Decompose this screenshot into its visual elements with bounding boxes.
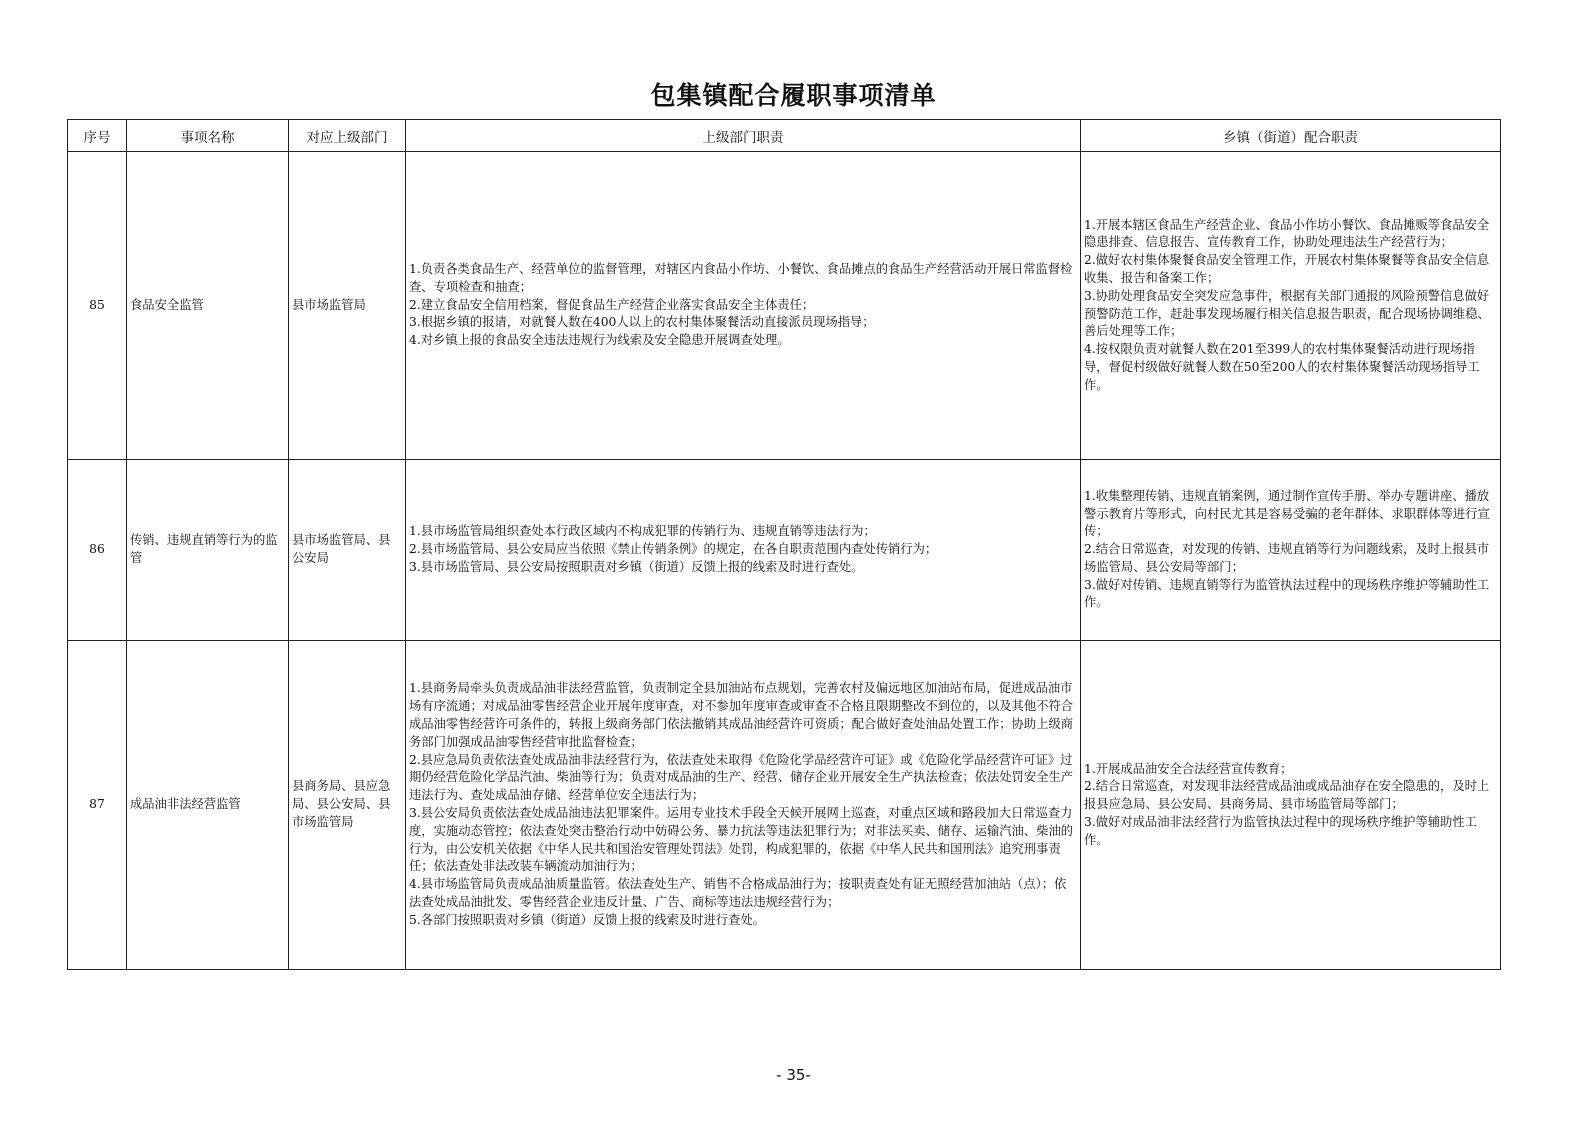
- row-superior-duties: 1.县商务局牵头负责成品油非法经营监管，负责制定全县加油站布点规划，完善农村及偏远地区加油站布局，促进成品油市场有序流通；对成品油零售经营企业开展年度审查，对不参加年度审查或审查不合格且限期整改不到位的，以及其他不符合成品油零售经营许可条件的，转报上级商务部门依法撤销其成品油经营许可资质；配合做好查处油品处置工作；协助上级商务部门加强成品油零售经营审批监督检查； 2.县应急局负责依法查处成品油非法经营行为，依法查处未取得《危险化学品经营许可证》或《危险化学品经营许可证》过期仍经营危险化学品汽油、柴油等行为；负责对成品油的生产、经营、储存企业开展安全生产执法检查；依法处罚安全生产违法行为、查处成品油存储、经营单位安全违法行为； 3.县公安局负责依法查处成品油违法犯罪案件。运用专业技术手段全天候开展网上巡查，对重点区域和路段加大日常巡查力度，实施动态管控；依法查处突击整治行动中妨碍公务、暴力抗法等违法犯罪行为；对非法买卖、储存、运输汽油、柴油的行为，由公安机关依据《中华人民共和国治安管理处罚法》处罚，构成犯罪的，依据《中华人民共和国刑法》追究刑事责任；依法查处非法改装车辆流动加油行为； 4.县市场监管局负责成品油质量监管。依法查处生产、销售不合格成品油行为；按职责查处有证无照经营加油站（点）；依法查处成品油批发、零售经营企业违反计量、广告、商标等违法违规经营行为； 5.各部门按照职责对乡镇（街道）反馈上报的线索及时进行查处。: [406, 641, 1081, 970]
- table-row: [68, 152, 1501, 460]
- row-township-duties: 1.收集整理传销、违规直销案例，通过制作宣传手册、举办专题讲座、播放警示教育片等形式，向村民尤其是容易受骗的老年群体、求职群体等进行宣传； 2.结合日常巡查，对发现的传销、违规直销等行为问题线索，及时上报县市场监管局、县公安局等部门； 3.做好对传销、违规直销等行为监管执法过程中的现场秩序维护等辅助性工作。: [1081, 460, 1501, 641]
- row-dept: 县市场监管局: [289, 152, 406, 460]
- page-title: 包集镇配合履职事项清单: [650, 81, 937, 110]
- duty-table: [67, 119, 1501, 970]
- header-seq: 序号: [68, 120, 127, 152]
- row-dept: 县商务局、县应急局、县公安局、县市场监管局: [289, 641, 406, 970]
- row-name: 成品油非法经营监管: [127, 641, 289, 970]
- row-seq: 85: [68, 152, 127, 460]
- row-seq: 86: [68, 460, 127, 641]
- row-name: 食品安全监管: [127, 152, 289, 460]
- row-name: 传销、违规直销等行为的监管: [127, 460, 289, 641]
- header-row: [68, 120, 1501, 152]
- row-township-duties: 1.开展本辖区食品生产经营企业、食品小作坊小餐饮、食品摊贩等食品安全隐患排查、信息报告、宣传教育工作，协助处理违法生产经营行为； 2.做好农村集体聚餐食品安全管理工作，开展农村集体聚餐等食品安全信息收集、报告和备案工作； 3.协助处理食品安全突发应急事件，根据有关部门通报的风险预警信息做好预警防范工作，赶赴事发现场履行相关信息报告职责，配合现场协调维稳、善后处理等工作； 4.按权限负责对就餐人数在201至399人的农村集体聚餐活动进行现场指导，督促村级做好就餐人数在50至200人的农村集体聚餐活动现场指导工作。: [1081, 152, 1501, 460]
- row-township-duties: 1.开展成品油安全合法经营宣传教育； 2.结合日常巡查，对发现非法经营成品油或成品油存在安全隐患的，及时上报县应急局、县公安局、县商务局、县市场监管局等部门； 3.做好对成品油非法经营行为监管执法过程中的现场秩序维护等辅助性工作。: [1081, 641, 1501, 970]
- page-number: - 35-: [776, 1066, 811, 1084]
- header-township: 乡镇（街道）配合职责: [1081, 120, 1501, 152]
- row-superior-duties: 1.负责各类食品生产、经营单位的监督管理，对辖区内食品小作坊、小餐饮、食品摊点的食品生产经营活动开展日常监督检查、专项检查和抽查； 2.建立食品安全信用档案，督促食品生产经营企业落实食品安全主体责任； 3.根据乡镇的报请，对就餐人数在400人以上的农村集体聚餐活动直接派员现场指导； 4.对乡镇上报的食品安全违法违规行为线索及安全隐患开展调查处理。: [406, 152, 1081, 460]
- row-seq: 87: [68, 641, 127, 970]
- row-dept: 县市场监管局、县公安局: [289, 460, 406, 641]
- header-superior: 上级部门职责: [406, 120, 1081, 152]
- header-name: 事项名称: [127, 120, 289, 152]
- row-superior-duties: 1.县市场监管局组织查处本行政区域内不构成犯罪的传销行为、违规直销等违法行为； 2.县市场监管局、县公安局应当依照《禁止传销条例》的规定，在各自职责范围内查处传销行为； 3.县市场监管局、县公安局按照职责对乡镇（街道）反馈上报的线索及时进行查处。: [406, 460, 1081, 641]
- table-row: [68, 641, 1501, 970]
- table-row: [68, 460, 1501, 641]
- header-dept: 对应上级部门: [289, 120, 406, 152]
